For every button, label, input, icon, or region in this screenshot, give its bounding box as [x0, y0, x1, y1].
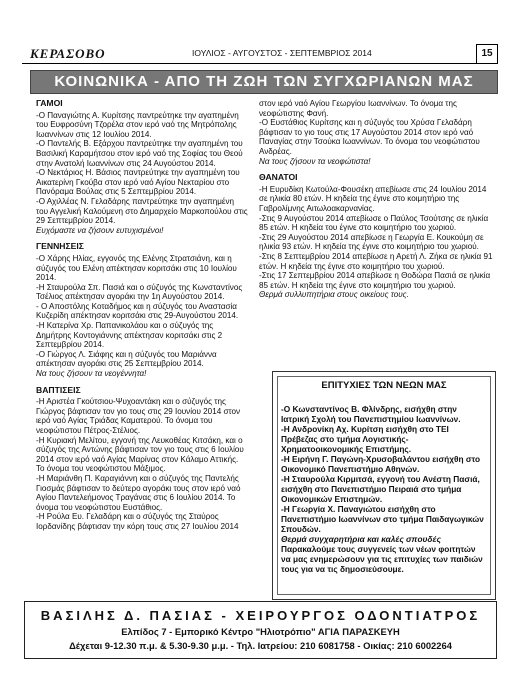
- page-header: [22, 44, 498, 64]
- announcement-paragraph: -Στις 17 Σεπτεμβρίου 2014 απεβίωσε η Θοδώρα Πασιά σε ηλικία 85 ετών. Η κηδεία της έγινε στο κοιμητήριο του χωριού.: [259, 271, 491, 290]
- successes-title: ΕΠΙΤΥΧΙΕΣ ΤΩΝ ΝΕΩΝ ΜΑΣ: [321, 380, 447, 391]
- announcement-paragraph: στον ιερό ναό Αγίου Γεωργίου Ιωαννίνων. Το όνομα της νεοφώτιστης Φανή.: [259, 99, 457, 118]
- announcement-paragraph: -Ο Ευστάθιος Κυρίτσης και η σύζυγός του Χρύσα Γελαδάρη βάφτισαν το γιο τους στις 17 Αυγούστου 2014 στον ιερό ναό Παναγίας στην Τσούκα Ιωαννίνων. Το όνομα του νεοφώτιστου Ανδρέας.: [259, 118, 480, 156]
- announcement-paragraph: -Η Σταυρούλα Σπ. Πασιά και ο σύζυγός της Κωνσταντίνος Τσέλιος απέκτησαν αγοράκι την 1η Αυγούστου 2014.: [36, 282, 243, 302]
- ad-address: Ελπίδος 7 - Εμπορικό Κέντρο "Ηλιοτρόπιο" ΑΓΙΑ ΠΑΡΑΣΚΕΥΗ: [121, 626, 400, 637]
- announcement-paragraph: -Η Ανδρονίκη Αχ. Κυρίτση εισήχθη στο ΤΕΙ Πρέβεζας στο τμήμα Λογιστικής-Χρηματοοικονομικής Επιστήμης.: [281, 424, 449, 454]
- closing-wish: Να τους ζήσουν τα νεογέννητα!: [36, 369, 147, 379]
- announcement-paragraph: -Ο Χάρης Ηλίας, εγγονός της Ελένης Στρατσιάνη, και η σύζυγός του Ελένη απέκτησαν κοριτσάκι στις 10 Ιουλίου 2014.: [36, 253, 237, 283]
- left-column: [36, 99, 248, 532]
- section-heading: ΓΕΝΝΗΣΕΙΣ: [36, 241, 84, 252]
- ad-name: ΒΑΣΙΛΗΣ Δ. ΠΑΣΙΑΣ - ΧΕΙΡΟΥΡΓΟΣ ΟΔΟΝΤΙΑΤΡΟΣ: [40, 608, 481, 623]
- announcement-paragraph: -Ο Παναγιώτης Α. Κυρίτσης παντρεύτηκε την αγαπημένη του Ευφροσύνη Τζορέλα στον ιερό ναό της Μητρόπολης Ιωαννίνων στις 12 Ιουλίου 2014.: [36, 110, 239, 139]
- page-number: 15: [476, 44, 498, 64]
- announcement-paragraph: -Ο Κωνσταντίνος Β. Φλίνδρης, εισήχθη στην Ιατρική Σχολή του Πανεπιστημίου Ιωαννίνων.: [281, 404, 461, 424]
- announcement-paragraph: -Ο Παντελής Β. Εξάρχου παντρεύτηκε την αγαπημένη του Βασιλική Καραμήτσου στον ιερό ναό της Σοφίας του Θεού στην Ανατολή Ιωαννίνων στις 24 Αυγούστου 2014.: [36, 139, 243, 168]
- announcement-paragraph: - Ο Αποστόλης Κοταδήμος και η σύζυγός του Αναστασία Κυζερίδη απέκτησαν κοριτσάκι στις 29-Αυγούστου 2014.: [36, 301, 239, 321]
- announcement-paragraph: Παρακαλούμε τους συγγενείς των νέων φοιτητών να μας ενημερώσουν για τις επιτυχίες των παιδιών τους για να τις δημοσιεύσουμε.: [281, 544, 483, 574]
- announcement-paragraph: -Η Κατερίνα Χρ. Παπανικολάου και ο σύζυγός της Δημήτρης Κοντογιάννης απέκτησαν κοριτσάκι στις 2 Σεπτεμβρίου 2014.: [36, 321, 223, 350]
- announcement-paragraph: -Η Γεωργία Χ. Παναγιώτου εισήχθη στο Πανεπιστήμιο Ιωαννίνων στο τμήμα Παιδαγωγικών Σπουδών.: [281, 504, 484, 534]
- masthead: ΚΕΡΑΣΟΒΟ: [30, 46, 106, 61]
- announcement-paragraph: -Η Ρούλα Ευ. Γελαδάρη και ο σύζυγός της Σταύρος Ιορδανίδης βάφτισαν την κόρη τους στις 27 Ιουλίου 2014: [36, 512, 239, 531]
- header-rule: [22, 63, 476, 64]
- announcement-paragraph: -Η Μαριάνθη Π. Καραγιάννη και ο σύζυγός της Παντελής Γιοσμάς βάφτισαν το δεύτερο αγοράκι τους στον ιερό ναό Αγίου Παντελεήμονος Τραγάνας στις 6 Ιουλίου 2014. Το όνομα του νεοφώτιστου Ευστάθιος.: [36, 473, 241, 512]
- successes-box: [272, 371, 496, 600]
- announcement-paragraph: -Η Ειρήνη Γ. Παγώνη-Χρυσοβαλάντου εισήχθη στο Οικονομικό Πανεπιστήμιο Αθηνών.: [281, 454, 481, 474]
- right-column: [259, 99, 494, 300]
- announcement-paragraph: -Στις 29 Αυγούστου 2014 απεβίωσε η Γεωργία Ε. Κουκούμη σε ηλικία 93 ετών. Η κηδεία της έγινε στο κοιμητήριο του χωριού.: [259, 232, 484, 252]
- announcement-paragraph: -Στις 8 Σεπτεμβρίου 2014 απεβίωσε η Αρετή Λ. Ζήκα σε ηλικία 91 ετών. Η κηδεία της έγινε στο κοιμητήριο του χωριού.: [259, 251, 493, 271]
- announcement-paragraph: -Στις 9 Αυγούστου 2014 απεβίωσε ο Παύλος Τσούτσης σε ηλικία 85 ετών. Η κηδεία του έγινε στο κοιμητήριο του χωριού.: [259, 213, 489, 233]
- closing-wish: Να τους ζήσουν τα νεοφώτιστα!: [259, 156, 371, 166]
- section-heading: ΘΑΝΑΤΟΙ: [259, 172, 298, 183]
- dentist-advertisement: [24, 601, 497, 659]
- page-title: ΚΟΙΝΩΝΙΚΑ - ΑΠΟ ΤΗ ΖΩΗ ΤΩΝ ΣΥΓΧΩΡΙΑΝΩΝ ΜΑΣ: [30, 70, 498, 94]
- successes-body: [281, 404, 486, 574]
- issue-date: ΙΟΥΛΙΟΣ - ΑΥΓΟΥΣΤΟΣ - ΣΕΠΤΕΜΒΡΙΟΣ 2014: [192, 48, 372, 58]
- closing-wish: Θερμά συλλυπητήρια στους οικείους τους.: [259, 290, 409, 300]
- announcement-paragraph: -Ο Αχιλλέας Ν. Γελαδάρης παντρεύτηκε την αγαπημένη του Αγγελική Καλούμενη στο Δημαρχείο Μαρκοπούλου στις 29 Σεπτεμβρίου 2014.: [36, 196, 248, 226]
- announcement-paragraph: -Η Ευρυδίκη Κωτούλα-Φουσέκη απεβίωσε στις 24 Ιουλίου 2014 σε ηλικία 80 ετών. Η κηδεία της έγινε στο κοιμητήριο της Γαβρολίμνης Αιτωλοακαρνανίας.: [259, 184, 487, 213]
- announcement-paragraph: -Η Σταυρούλα Κιρμιτσά, εγγονή του Ανέστη Πασιά, εισήχθη στο Πανεπιστήμιο Πειραιά στο τμήμα Οικονομικών Επιστημών.: [281, 474, 480, 504]
- closing-wish: Θερμά συγχαρητήρια και καλές σπουδές: [281, 534, 441, 544]
- closing-wish: Ευχόμαστε να ζήσουν ευτυχισμένοι!: [36, 225, 164, 235]
- section-heading: ΒΑΠΤΙΣΕΙΣ: [36, 384, 81, 395]
- ad-hours-phones: Δέχεται 9-12.30 π.μ. & 5.30-9.30 μ.μ. - Τηλ. Ιατρείου: 210 6081758 - Οικίας: 210 6002264: [69, 640, 452, 651]
- section-heading: ΓΑΜΟΙ: [36, 98, 63, 108]
- announcement-paragraph: -Η Κυριακή Μελίτου, εγγονή της Λευκοθέας Κιτσάκη, και ο σύζυγός της Αντώνης βάφτισαν τον γιο τους στις 6 Ιουλίου 2014 στον ιερό ναό Αγίας Μαρίνας στον Κάλαμο Αττικής. Το όνομα του νεοφώτιστου Μάξιμος.: [36, 435, 244, 474]
- announcement-paragraph: -Ο Νεκτάριος Η. Βάσιος παντρεύτηκε την αγαπημένη του Αικατερίνη Γκούβα στον ιερό ναό Αγίου Νεκταρίου στο Πανόραμα Βούλας στις 5 Σεπτεμβρίου 2014.: [36, 168, 240, 197]
- announcement-paragraph: -Ο Γιώργος Λ. Σιάφης και η σύζυγός του Μαριάννα απέκτησαν αγοράκι στις 25 Σεπτεμβρίου 2014.: [36, 349, 217, 369]
- announcement-paragraph: -Η Αριστέα Γκούτσιου-Ψυχοαντάκη και ο σύζυγός της Γιώργος βάφτισαν τον γιο τους στις 29 Ιουνίου 2014 στον ιερό ναό Αγίας Τριάδας Καματερού. Το όνομα του νεοφώτιστου Πέτρος-Στέλιος.: [36, 397, 241, 435]
